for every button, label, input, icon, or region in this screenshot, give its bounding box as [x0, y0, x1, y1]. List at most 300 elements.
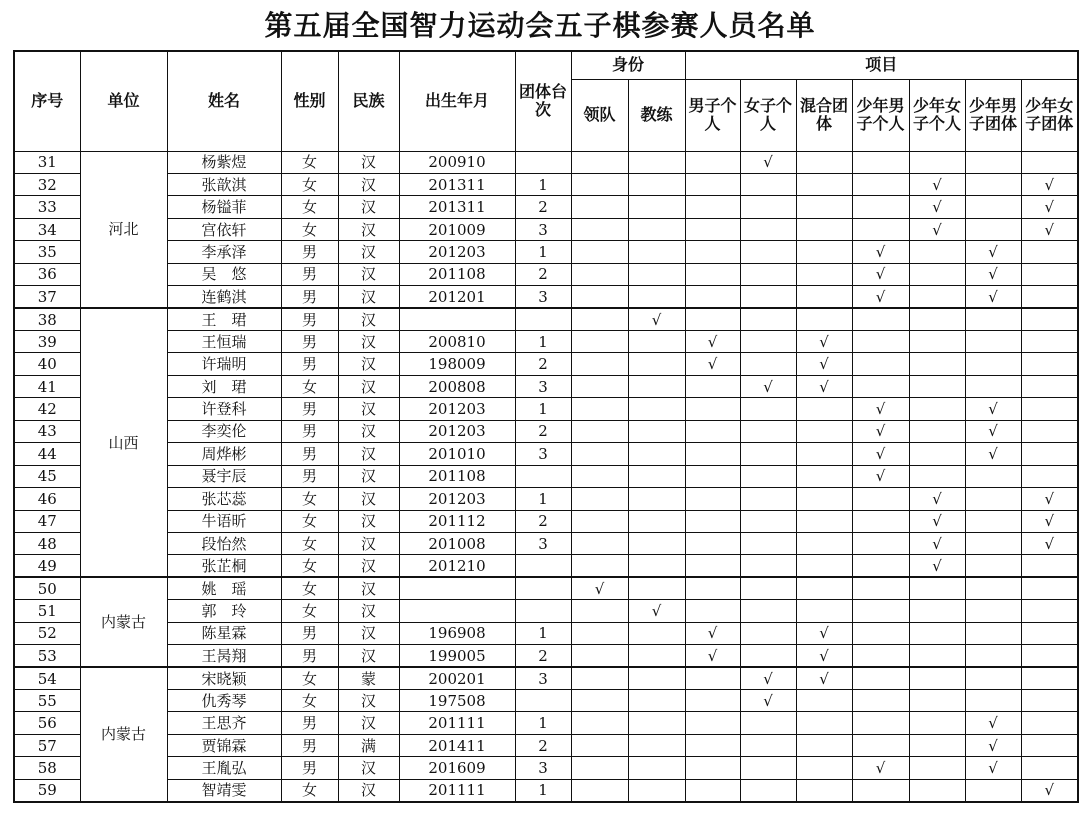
- gender-cell: 男: [281, 443, 338, 465]
- junior-women-individual-cell: [909, 443, 965, 465]
- coach-cell: [628, 622, 685, 644]
- seq-cell: 31: [14, 151, 80, 173]
- men-individual-cell: √: [685, 331, 740, 353]
- name-cell: 王思齐: [167, 712, 281, 734]
- junior-men-team-cell: √: [965, 398, 1021, 420]
- men-individual-cell: [685, 779, 740, 801]
- birth-cell: 201009: [399, 218, 515, 240]
- leader-cell: [571, 353, 628, 375]
- ethnicity-cell: 汉: [338, 645, 399, 667]
- mixed-team-cell: √: [796, 353, 852, 375]
- team-order-cell: 1: [515, 173, 571, 195]
- name-cell: 张歆淇: [167, 173, 281, 195]
- men-individual-cell: [685, 241, 740, 263]
- birth-cell: 196908: [399, 622, 515, 644]
- junior-women-team-cell: √: [1021, 532, 1078, 554]
- coach-cell: [628, 398, 685, 420]
- name-cell: 姚 瑶: [167, 577, 281, 599]
- ethnicity-cell: 汉: [338, 151, 399, 173]
- gender-cell: 男: [281, 241, 338, 263]
- name-cell: 许瑞明: [167, 353, 281, 375]
- junior-women-individual-cell: [909, 398, 965, 420]
- men-individual-cell: [685, 286, 740, 308]
- men-individual-cell: [685, 398, 740, 420]
- junior-men-team-cell: √: [965, 286, 1021, 308]
- mixed-team-cell: [796, 443, 852, 465]
- coach-cell: [628, 645, 685, 667]
- birth-cell: 201108: [399, 465, 515, 487]
- name-cell: 郭 玲: [167, 600, 281, 622]
- ethnicity-cell: 汉: [338, 443, 399, 465]
- ethnicity-cell: 汉: [338, 241, 399, 263]
- junior-women-team-cell: [1021, 420, 1078, 442]
- page-title: 第五届全国智力运动会五子棋参赛人员名单: [264, 9, 816, 42]
- junior-women-individual-cell: √: [909, 173, 965, 195]
- junior-men-individual-cell: [852, 308, 909, 330]
- junior-men-individual-cell: [852, 375, 909, 397]
- men-individual-cell: [685, 690, 740, 712]
- junior-men-team-cell: [965, 510, 1021, 532]
- junior-men-team-cell: √: [965, 734, 1021, 756]
- junior-men-team-cell: [965, 667, 1021, 689]
- men-individual-cell: [685, 555, 740, 577]
- junior-women-individual-cell: [909, 241, 965, 263]
- name-cell: 连鹤淇: [167, 286, 281, 308]
- table-row: [14, 263, 1078, 285]
- ethnicity-cell: 汉: [338, 263, 399, 285]
- leader-cell: [571, 690, 628, 712]
- table-row: [14, 151, 1078, 173]
- men-individual-cell: [685, 465, 740, 487]
- mixed-team-cell: [796, 532, 852, 554]
- unit-cell: 内蒙古: [80, 667, 167, 802]
- mixed-team-cell: [796, 488, 852, 510]
- team-order-cell: 1: [515, 331, 571, 353]
- coach-cell: √: [628, 308, 685, 330]
- junior-men-team-cell: [965, 555, 1021, 577]
- mixed-team-cell: √: [796, 331, 852, 353]
- team-order-cell: 2: [515, 196, 571, 218]
- name-cell: 杨紫煜: [167, 151, 281, 173]
- mixed-team-cell: √: [796, 645, 852, 667]
- women-individual-cell: [740, 488, 796, 510]
- junior-women-individual-cell: √: [909, 532, 965, 554]
- seq-cell: 34: [14, 218, 80, 240]
- junior-men-individual-cell: [852, 353, 909, 375]
- women-individual-cell: [740, 577, 796, 599]
- table-row: [14, 353, 1078, 375]
- junior-women-individual-cell: [909, 645, 965, 667]
- name-cell: 王恒瑞: [167, 331, 281, 353]
- header-men-individual: 男子个人: [685, 79, 740, 151]
- men-individual-cell: [685, 532, 740, 554]
- leader-cell: [571, 308, 628, 330]
- table-row: [14, 510, 1078, 532]
- birth-cell: 200201: [399, 667, 515, 689]
- header-unit: 单位: [80, 51, 167, 151]
- junior-men-individual-cell: [852, 600, 909, 622]
- women-individual-cell: [740, 331, 796, 353]
- gender-cell: 女: [281, 577, 338, 599]
- team-order-cell: 3: [515, 667, 571, 689]
- table-row: [14, 241, 1078, 263]
- junior-men-team-cell: √: [965, 757, 1021, 779]
- junior-men-individual-cell: [852, 622, 909, 644]
- coach-cell: [628, 667, 685, 689]
- coach-cell: [628, 757, 685, 779]
- birth-cell: 200808: [399, 375, 515, 397]
- junior-women-individual-cell: [909, 151, 965, 173]
- team-order-cell: 2: [515, 353, 571, 375]
- junior-women-team-cell: [1021, 734, 1078, 756]
- women-individual-cell: [740, 465, 796, 487]
- leader-cell: [571, 600, 628, 622]
- seq-cell: 39: [14, 331, 80, 353]
- table-row: [14, 420, 1078, 442]
- mixed-team-cell: √: [796, 622, 852, 644]
- name-cell: 许登科: [167, 398, 281, 420]
- seq-cell: 45: [14, 465, 80, 487]
- gender-cell: 男: [281, 398, 338, 420]
- name-cell: 李奕伦: [167, 420, 281, 442]
- junior-men-individual-cell: [852, 577, 909, 599]
- men-individual-cell: [685, 151, 740, 173]
- junior-women-individual-cell: [909, 622, 965, 644]
- coach-cell: [628, 331, 685, 353]
- gender-cell: 女: [281, 779, 338, 801]
- table-body: [14, 151, 1078, 802]
- leader-cell: [571, 757, 628, 779]
- team-order-cell: 3: [515, 532, 571, 554]
- women-individual-cell: [740, 286, 796, 308]
- ethnicity-cell: 汉: [338, 398, 399, 420]
- leader-cell: [571, 667, 628, 689]
- name-cell: 杨镒菲: [167, 196, 281, 218]
- coach-cell: [628, 532, 685, 554]
- junior-men-team-cell: √: [965, 443, 1021, 465]
- junior-men-team-cell: [965, 151, 1021, 173]
- junior-men-individual-cell: [852, 779, 909, 801]
- table-row: [14, 173, 1078, 195]
- gender-cell: 女: [281, 690, 338, 712]
- ethnicity-cell: 汉: [338, 600, 399, 622]
- junior-women-individual-cell: [909, 667, 965, 689]
- leader-cell: [571, 331, 628, 353]
- junior-women-team-cell: [1021, 151, 1078, 173]
- junior-men-team-cell: [965, 645, 1021, 667]
- women-individual-cell: [740, 196, 796, 218]
- junior-women-team-cell: [1021, 577, 1078, 599]
- header-team-order: 团体台次: [515, 51, 571, 151]
- junior-men-team-cell: √: [965, 241, 1021, 263]
- junior-women-team-cell: √: [1021, 779, 1078, 801]
- junior-women-individual-cell: [909, 465, 965, 487]
- junior-women-individual-cell: [909, 577, 965, 599]
- header-name: 姓名: [167, 51, 281, 151]
- junior-men-team-cell: [965, 577, 1021, 599]
- ethnicity-cell: 蒙: [338, 667, 399, 689]
- junior-women-team-cell: [1021, 398, 1078, 420]
- team-order-cell: [515, 308, 571, 330]
- junior-men-individual-cell: √: [852, 420, 909, 442]
- team-order-cell: [515, 555, 571, 577]
- junior-women-individual-cell: [909, 420, 965, 442]
- gender-cell: 男: [281, 757, 338, 779]
- mixed-team-cell: [796, 510, 852, 532]
- team-order-cell: 1: [515, 622, 571, 644]
- coach-cell: [628, 443, 685, 465]
- birth-cell: 201203: [399, 420, 515, 442]
- birth-cell: 201010: [399, 443, 515, 465]
- junior-men-individual-cell: √: [852, 443, 909, 465]
- junior-women-individual-cell: √: [909, 218, 965, 240]
- table-row: [14, 375, 1078, 397]
- team-order-cell: 3: [515, 218, 571, 240]
- name-cell: 智靖雯: [167, 779, 281, 801]
- junior-men-team-cell: [965, 331, 1021, 353]
- leader-cell: [571, 712, 628, 734]
- leader-cell: [571, 555, 628, 577]
- junior-men-team-cell: [965, 600, 1021, 622]
- junior-men-individual-cell: √: [852, 241, 909, 263]
- seq-cell: 33: [14, 196, 80, 218]
- junior-men-team-cell: [965, 375, 1021, 397]
- women-individual-cell: [740, 532, 796, 554]
- men-individual-cell: [685, 443, 740, 465]
- women-individual-cell: [740, 600, 796, 622]
- gender-cell: 男: [281, 420, 338, 442]
- coach-cell: [628, 555, 685, 577]
- seq-cell: 54: [14, 667, 80, 689]
- women-individual-cell: [740, 734, 796, 756]
- gender-cell: 女: [281, 667, 338, 689]
- junior-women-individual-cell: [909, 712, 965, 734]
- name-cell: 王胤弘: [167, 757, 281, 779]
- junior-women-team-cell: [1021, 331, 1078, 353]
- junior-women-team-cell: [1021, 645, 1078, 667]
- junior-women-team-cell: [1021, 465, 1078, 487]
- mixed-team-cell: [796, 263, 852, 285]
- junior-men-team-cell: [965, 532, 1021, 554]
- junior-men-team-cell: [965, 308, 1021, 330]
- table-row: [14, 667, 1078, 689]
- seq-cell: 55: [14, 690, 80, 712]
- header-junior-women-individual: 少年女子个人: [909, 79, 965, 151]
- table-row: [14, 734, 1078, 756]
- team-order-cell: 2: [515, 263, 571, 285]
- junior-women-individual-cell: [909, 734, 965, 756]
- ethnicity-cell: 汉: [338, 779, 399, 801]
- coach-cell: [628, 151, 685, 173]
- mixed-team-cell: [796, 555, 852, 577]
- junior-women-individual-cell: √: [909, 488, 965, 510]
- women-individual-cell: [740, 218, 796, 240]
- junior-women-team-cell: [1021, 667, 1078, 689]
- header-junior-men-team: 少年男子团体: [965, 79, 1021, 151]
- header-leader: 领队: [571, 79, 628, 151]
- birth-cell: 201203: [399, 488, 515, 510]
- header-women-individual: 女子个人: [740, 79, 796, 151]
- name-cell: 张芷桐: [167, 555, 281, 577]
- header-seq: 序号: [14, 51, 80, 151]
- women-individual-cell: [740, 308, 796, 330]
- women-individual-cell: [740, 353, 796, 375]
- leader-cell: [571, 510, 628, 532]
- table-row: [14, 532, 1078, 554]
- leader-cell: [571, 779, 628, 801]
- coach-cell: [628, 196, 685, 218]
- coach-cell: [628, 510, 685, 532]
- junior-women-team-cell: [1021, 286, 1078, 308]
- men-individual-cell: [685, 218, 740, 240]
- women-individual-cell: [740, 263, 796, 285]
- coach-cell: [628, 420, 685, 442]
- birth-cell: 201609: [399, 757, 515, 779]
- junior-men-individual-cell: [852, 532, 909, 554]
- ethnicity-cell: 汉: [338, 488, 399, 510]
- name-cell: 牛语昕: [167, 510, 281, 532]
- ethnicity-cell: 汉: [338, 622, 399, 644]
- mixed-team-cell: [796, 241, 852, 263]
- women-individual-cell: [740, 443, 796, 465]
- birth-cell: 201112: [399, 510, 515, 532]
- team-order-cell: 2: [515, 645, 571, 667]
- seq-cell: 32: [14, 173, 80, 195]
- gender-cell: 男: [281, 645, 338, 667]
- junior-men-individual-cell: [852, 196, 909, 218]
- seq-cell: 58: [14, 757, 80, 779]
- mixed-team-cell: [796, 151, 852, 173]
- junior-men-individual-cell: [852, 555, 909, 577]
- team-order-cell: [515, 465, 571, 487]
- birth-cell: 197508: [399, 690, 515, 712]
- ethnicity-cell: 汉: [338, 510, 399, 532]
- junior-women-individual-cell: [909, 263, 965, 285]
- men-individual-cell: [685, 308, 740, 330]
- leader-cell: [571, 465, 628, 487]
- junior-women-team-cell: [1021, 712, 1078, 734]
- coach-cell: [628, 712, 685, 734]
- women-individual-cell: [740, 779, 796, 801]
- junior-men-team-cell: [965, 353, 1021, 375]
- men-individual-cell: √: [685, 645, 740, 667]
- name-cell: 仇秀琴: [167, 690, 281, 712]
- name-cell: 宫依轩: [167, 218, 281, 240]
- junior-men-team-cell: [965, 173, 1021, 195]
- team-order-cell: 1: [515, 712, 571, 734]
- junior-men-individual-cell: [852, 645, 909, 667]
- ethnicity-cell: 汉: [338, 218, 399, 240]
- table-row: [14, 645, 1078, 667]
- junior-women-team-cell: √: [1021, 173, 1078, 195]
- seq-cell: 43: [14, 420, 80, 442]
- junior-men-individual-cell: √: [852, 465, 909, 487]
- ethnicity-cell: 汉: [338, 757, 399, 779]
- men-individual-cell: [685, 712, 740, 734]
- table-row: [14, 622, 1078, 644]
- coach-cell: [628, 779, 685, 801]
- team-order-cell: [515, 151, 571, 173]
- seq-cell: 52: [14, 622, 80, 644]
- ethnicity-cell: 汉: [338, 308, 399, 330]
- birth-cell: [399, 308, 515, 330]
- women-individual-cell: √: [740, 151, 796, 173]
- ethnicity-cell: 汉: [338, 555, 399, 577]
- ethnicity-cell: 汉: [338, 286, 399, 308]
- seq-cell: 57: [14, 734, 80, 756]
- leader-cell: [571, 173, 628, 195]
- table-row: [14, 443, 1078, 465]
- gender-cell: 女: [281, 600, 338, 622]
- team-order-cell: [515, 690, 571, 712]
- gender-cell: 女: [281, 510, 338, 532]
- mixed-team-cell: [796, 600, 852, 622]
- mixed-team-cell: [796, 779, 852, 801]
- mixed-team-cell: [796, 420, 852, 442]
- junior-women-individual-cell: [909, 600, 965, 622]
- birth-cell: 201311: [399, 196, 515, 218]
- junior-women-team-cell: [1021, 443, 1078, 465]
- women-individual-cell: [740, 241, 796, 263]
- coach-cell: [628, 734, 685, 756]
- table-row: [14, 577, 1078, 599]
- seq-cell: 37: [14, 286, 80, 308]
- ethnicity-cell: 汉: [338, 712, 399, 734]
- mixed-team-cell: [796, 465, 852, 487]
- ethnicity-cell: 汉: [338, 420, 399, 442]
- junior-women-team-cell: [1021, 375, 1078, 397]
- ethnicity-cell: 汉: [338, 532, 399, 554]
- coach-cell: [628, 353, 685, 375]
- seq-cell: 53: [14, 645, 80, 667]
- leader-cell: [571, 622, 628, 644]
- men-individual-cell: √: [685, 353, 740, 375]
- table-row: [14, 218, 1078, 240]
- junior-women-individual-cell: √: [909, 555, 965, 577]
- gender-cell: 男: [281, 353, 338, 375]
- leader-cell: [571, 286, 628, 308]
- header-junior-women-team: 少年女子团体: [1021, 79, 1078, 151]
- men-individual-cell: [685, 420, 740, 442]
- seq-cell: 50: [14, 577, 80, 599]
- seq-cell: 59: [14, 779, 80, 801]
- mixed-team-cell: [796, 196, 852, 218]
- leader-cell: [571, 420, 628, 442]
- mixed-team-cell: [796, 308, 852, 330]
- birth-cell: 201311: [399, 173, 515, 195]
- ethnicity-cell: 汉: [338, 690, 399, 712]
- junior-men-individual-cell: [852, 218, 909, 240]
- table-row: [14, 308, 1078, 330]
- mixed-team-cell: [796, 577, 852, 599]
- header-events: 项目: [685, 51, 1078, 79]
- junior-men-team-cell: √: [965, 420, 1021, 442]
- team-order-cell: 1: [515, 241, 571, 263]
- junior-women-team-cell: [1021, 241, 1078, 263]
- header-ethnicity: 民族: [338, 51, 399, 151]
- junior-women-team-cell: [1021, 555, 1078, 577]
- gender-cell: 男: [281, 308, 338, 330]
- birth-cell: 201111: [399, 712, 515, 734]
- table-row: [14, 196, 1078, 218]
- name-cell: 周烨彬: [167, 443, 281, 465]
- mixed-team-cell: √: [796, 667, 852, 689]
- table-row: [14, 488, 1078, 510]
- gender-cell: 女: [281, 151, 338, 173]
- coach-cell: [628, 218, 685, 240]
- leader-cell: [571, 398, 628, 420]
- team-order-cell: 2: [515, 420, 571, 442]
